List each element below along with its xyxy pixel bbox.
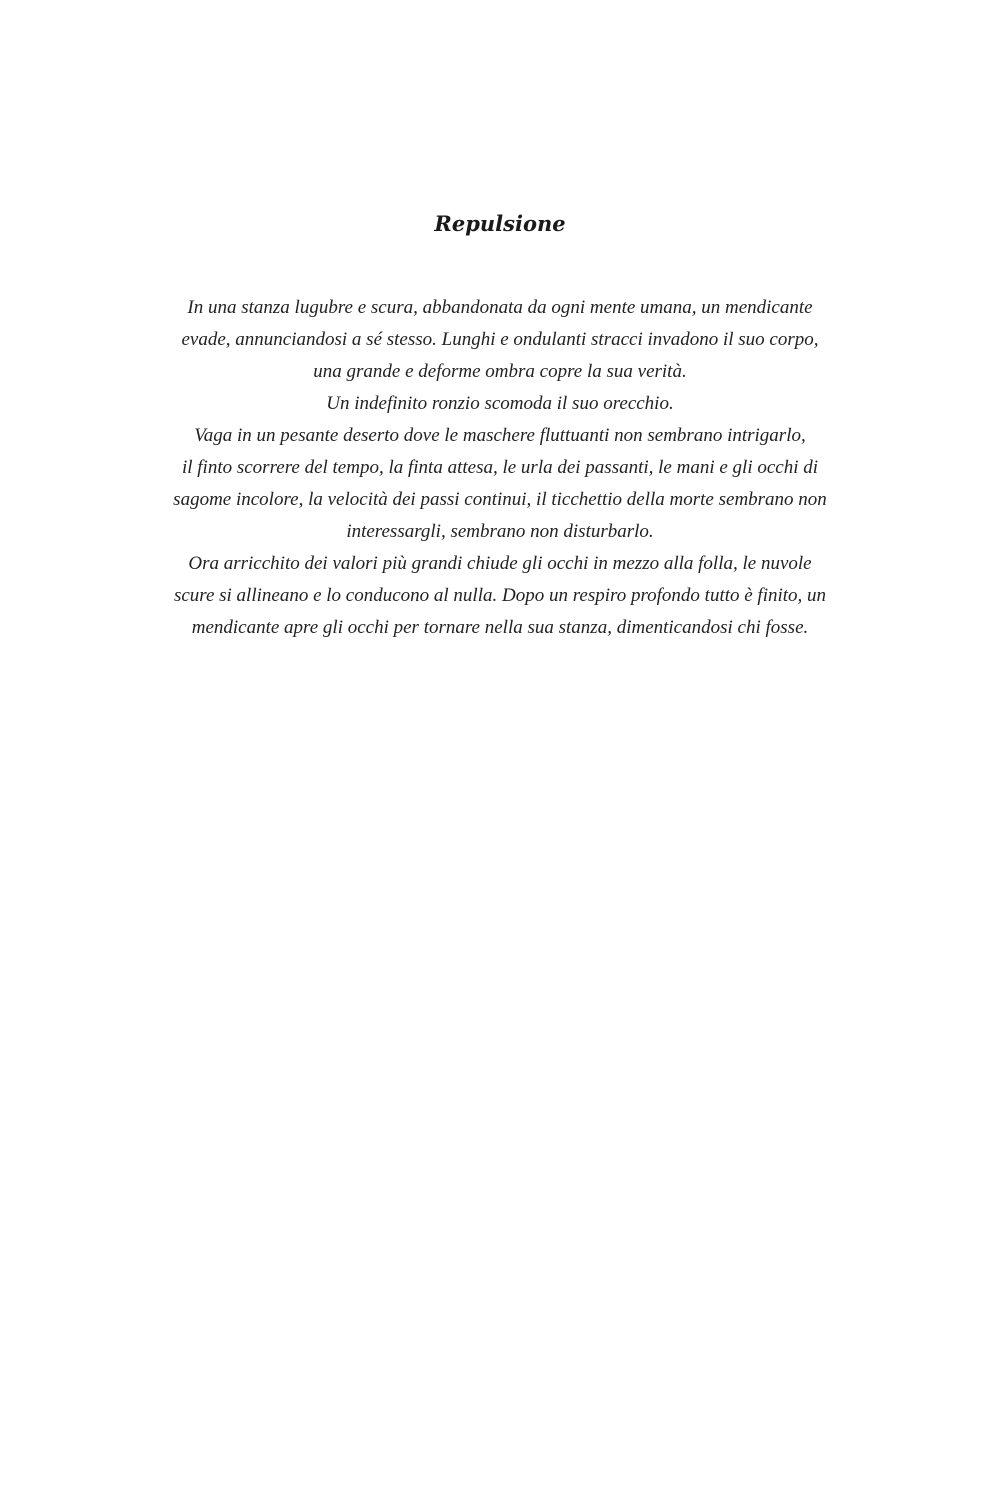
text-line: il finto scorrere del tempo, la finta attesa, le urla dei passanti, le mani e gli occhi di — [181, 457, 819, 478]
text-line: In una stanza lugubre e scura, abbandonata da ogni mente umana, un mendicante — [187, 297, 813, 318]
text-line: evade, annunciandosi a sé stesso. Lunghi e ondulanti stracci invadono il suo corpo, — [181, 329, 819, 350]
text-line: Vaga in un pesante deserto dove le maschere fluttuanti non sembrano intrigarlo, — [194, 425, 806, 446]
text-line: mendicante apre gli occhi per tornare nella sua stanza, dimenticandosi chi fosse. — [191, 617, 809, 638]
text-line: una grande e deforme ombra copre la sua verità. — [313, 361, 687, 382]
text-line: scure si allineano e lo conducono al nulla. Dopo un respiro profondo tutto è finito, un — [173, 585, 827, 606]
text-line: Un indefinito ronzio scomoda il suo orecchio. — [326, 393, 674, 414]
page-title: Repulsione — [434, 211, 566, 236]
text-line: sagome incolore, la velocità dei passi continui, il ticchettio della morte sembrano non — [173, 489, 827, 510]
text-line: Ora arricchito dei valori più grandi chiude gli occhi in mezzo alla folla, le nuvole — [188, 553, 812, 574]
poem-body — [150, 292, 850, 644]
text-line: interessargli, sembrano non disturbarlo. — [346, 521, 654, 542]
